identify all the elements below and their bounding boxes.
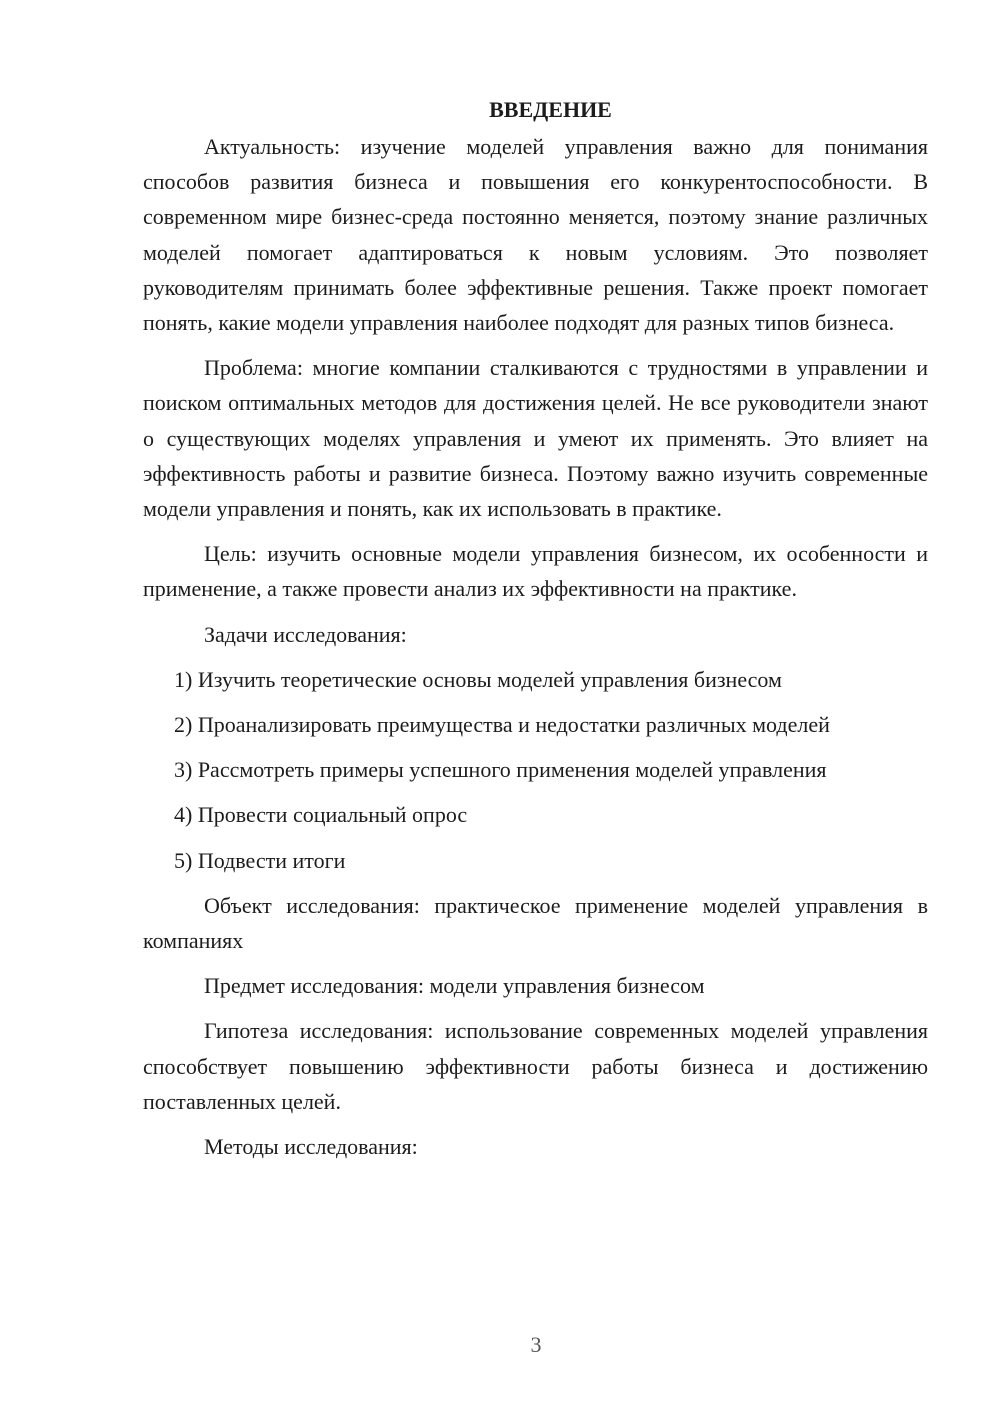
list-item: 4) Провести социальный опрос <box>174 802 468 828</box>
relevance-paragraph: Актуальность: изучение моделей управления важно для понимания способов развития бизнеса и повышения его конкурентоспособности. В современном мире бизнес-среда постоянно меняется, поэтому знание различных моделей помогает адаптироваться к новым условиям. Это позволяет руководителям принимать более эффективные решения. Также проект помогает понять, какие модели управления наиболее подходят для разных типов бизнеса. <box>143 134 928 336</box>
goal-paragraph: Цель: изучить основные модели управления бизнесом, их особенности и применение, а также провести анализ их эффективности на практике. <box>143 541 928 602</box>
document-page <box>143 95 928 1174</box>
subject-paragraph: Предмет исследования: модели управления бизнесом <box>204 973 705 999</box>
page-number: 3 <box>530 1332 542 1357</box>
methods-heading: Методы исследования: <box>204 1134 418 1160</box>
list-item: 5) Подвести итоги <box>174 847 346 873</box>
object-paragraph: Объект исследования: практическое применение моделей управления в компаниях <box>143 892 928 954</box>
hypothesis-paragraph: Гипотеза исследования: использование современных моделей управления способствует повышению эффективности работы бизнеса и достижению поставленных целей. <box>143 1018 928 1114</box>
list-item: 3) Рассмотреть примеры успешного применения моделей управления <box>174 757 827 783</box>
list-item: 2) Проанализировать преимущества и недостатки различных моделей <box>174 712 830 738</box>
tasks-heading: Задачи исследования: <box>204 621 407 647</box>
list-item: 1) Изучить теоретические основы моделей управления бизнесом <box>174 666 782 692</box>
problem-paragraph: Проблема: многие компании сталкиваются с трудностями в управлении и поиском оптимальных методов для достижения целей. Не все руководители знают о существующих моделях управления и умеют их применять. Это влияет на эффективность работы и развитие бизнеса. Поэтому важно изучить современные модели управления и понять, как их использовать в практике. <box>143 355 928 522</box>
tasks-list <box>143 662 928 878</box>
section-title: ВВЕДЕНИЕ <box>489 97 612 122</box>
